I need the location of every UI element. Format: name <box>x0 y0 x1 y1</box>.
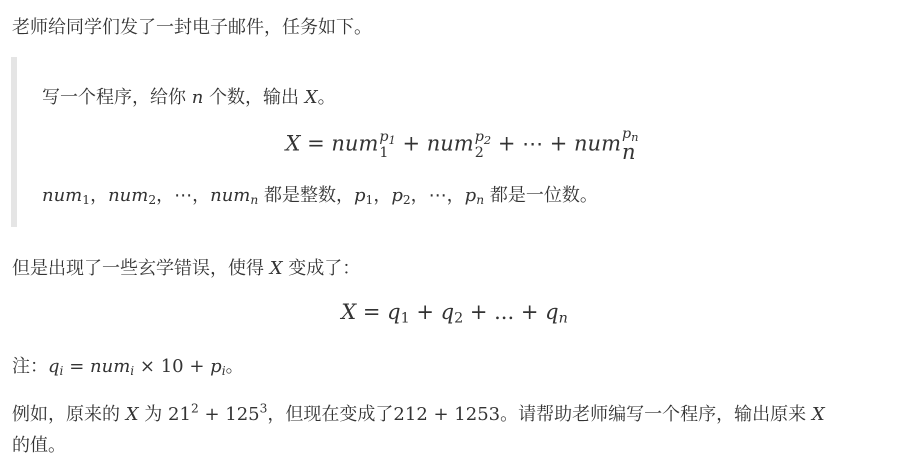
var-n: n <box>191 87 204 108</box>
intro-text: 老师给同学们发了一封电子邮件，任务如下。 <box>12 17 372 38</box>
constraint-line: num$_1$，num$_2$，⋯，num$_n$ 都是整数，$p_1$，$p_2$，⋯，$p_n$ 都是一位数。 <box>42 185 598 208</box>
task-mid: 个数，输出 <box>209 87 300 108</box>
digit-note: 都是一位数。 <box>489 185 598 206</box>
example-line: 例如，原来的 X 为 $21^2 + 125^3$，但现在变成了212 + 1253。请帮助老师编写一个程序，输出原来 X <box>12 401 825 425</box>
note-line: 注：$q_i = num_i \times 10 + p_i$。 <box>12 356 244 379</box>
task-prefix: 写一个程序，给你 <box>42 87 186 108</box>
var-x: X <box>304 87 318 108</box>
bug-intro: 但是出现了一些玄学错误，使得 X 变成了： <box>12 258 361 279</box>
task-quote <box>11 57 907 227</box>
task-end: 。 <box>317 87 336 108</box>
buggy-formula: $X = q_1 + q_2$ + ... + $q_n$ <box>341 300 568 327</box>
example-line-2: 的值。 <box>12 435 66 456</box>
integer-note: 都是整数， <box>264 185 355 206</box>
task-line <box>42 83 336 109</box>
original-formula: X = num $p_1$ 1 + num $p_2$ 2 + ⋯ + num $p_n$ n <box>285 126 639 165</box>
